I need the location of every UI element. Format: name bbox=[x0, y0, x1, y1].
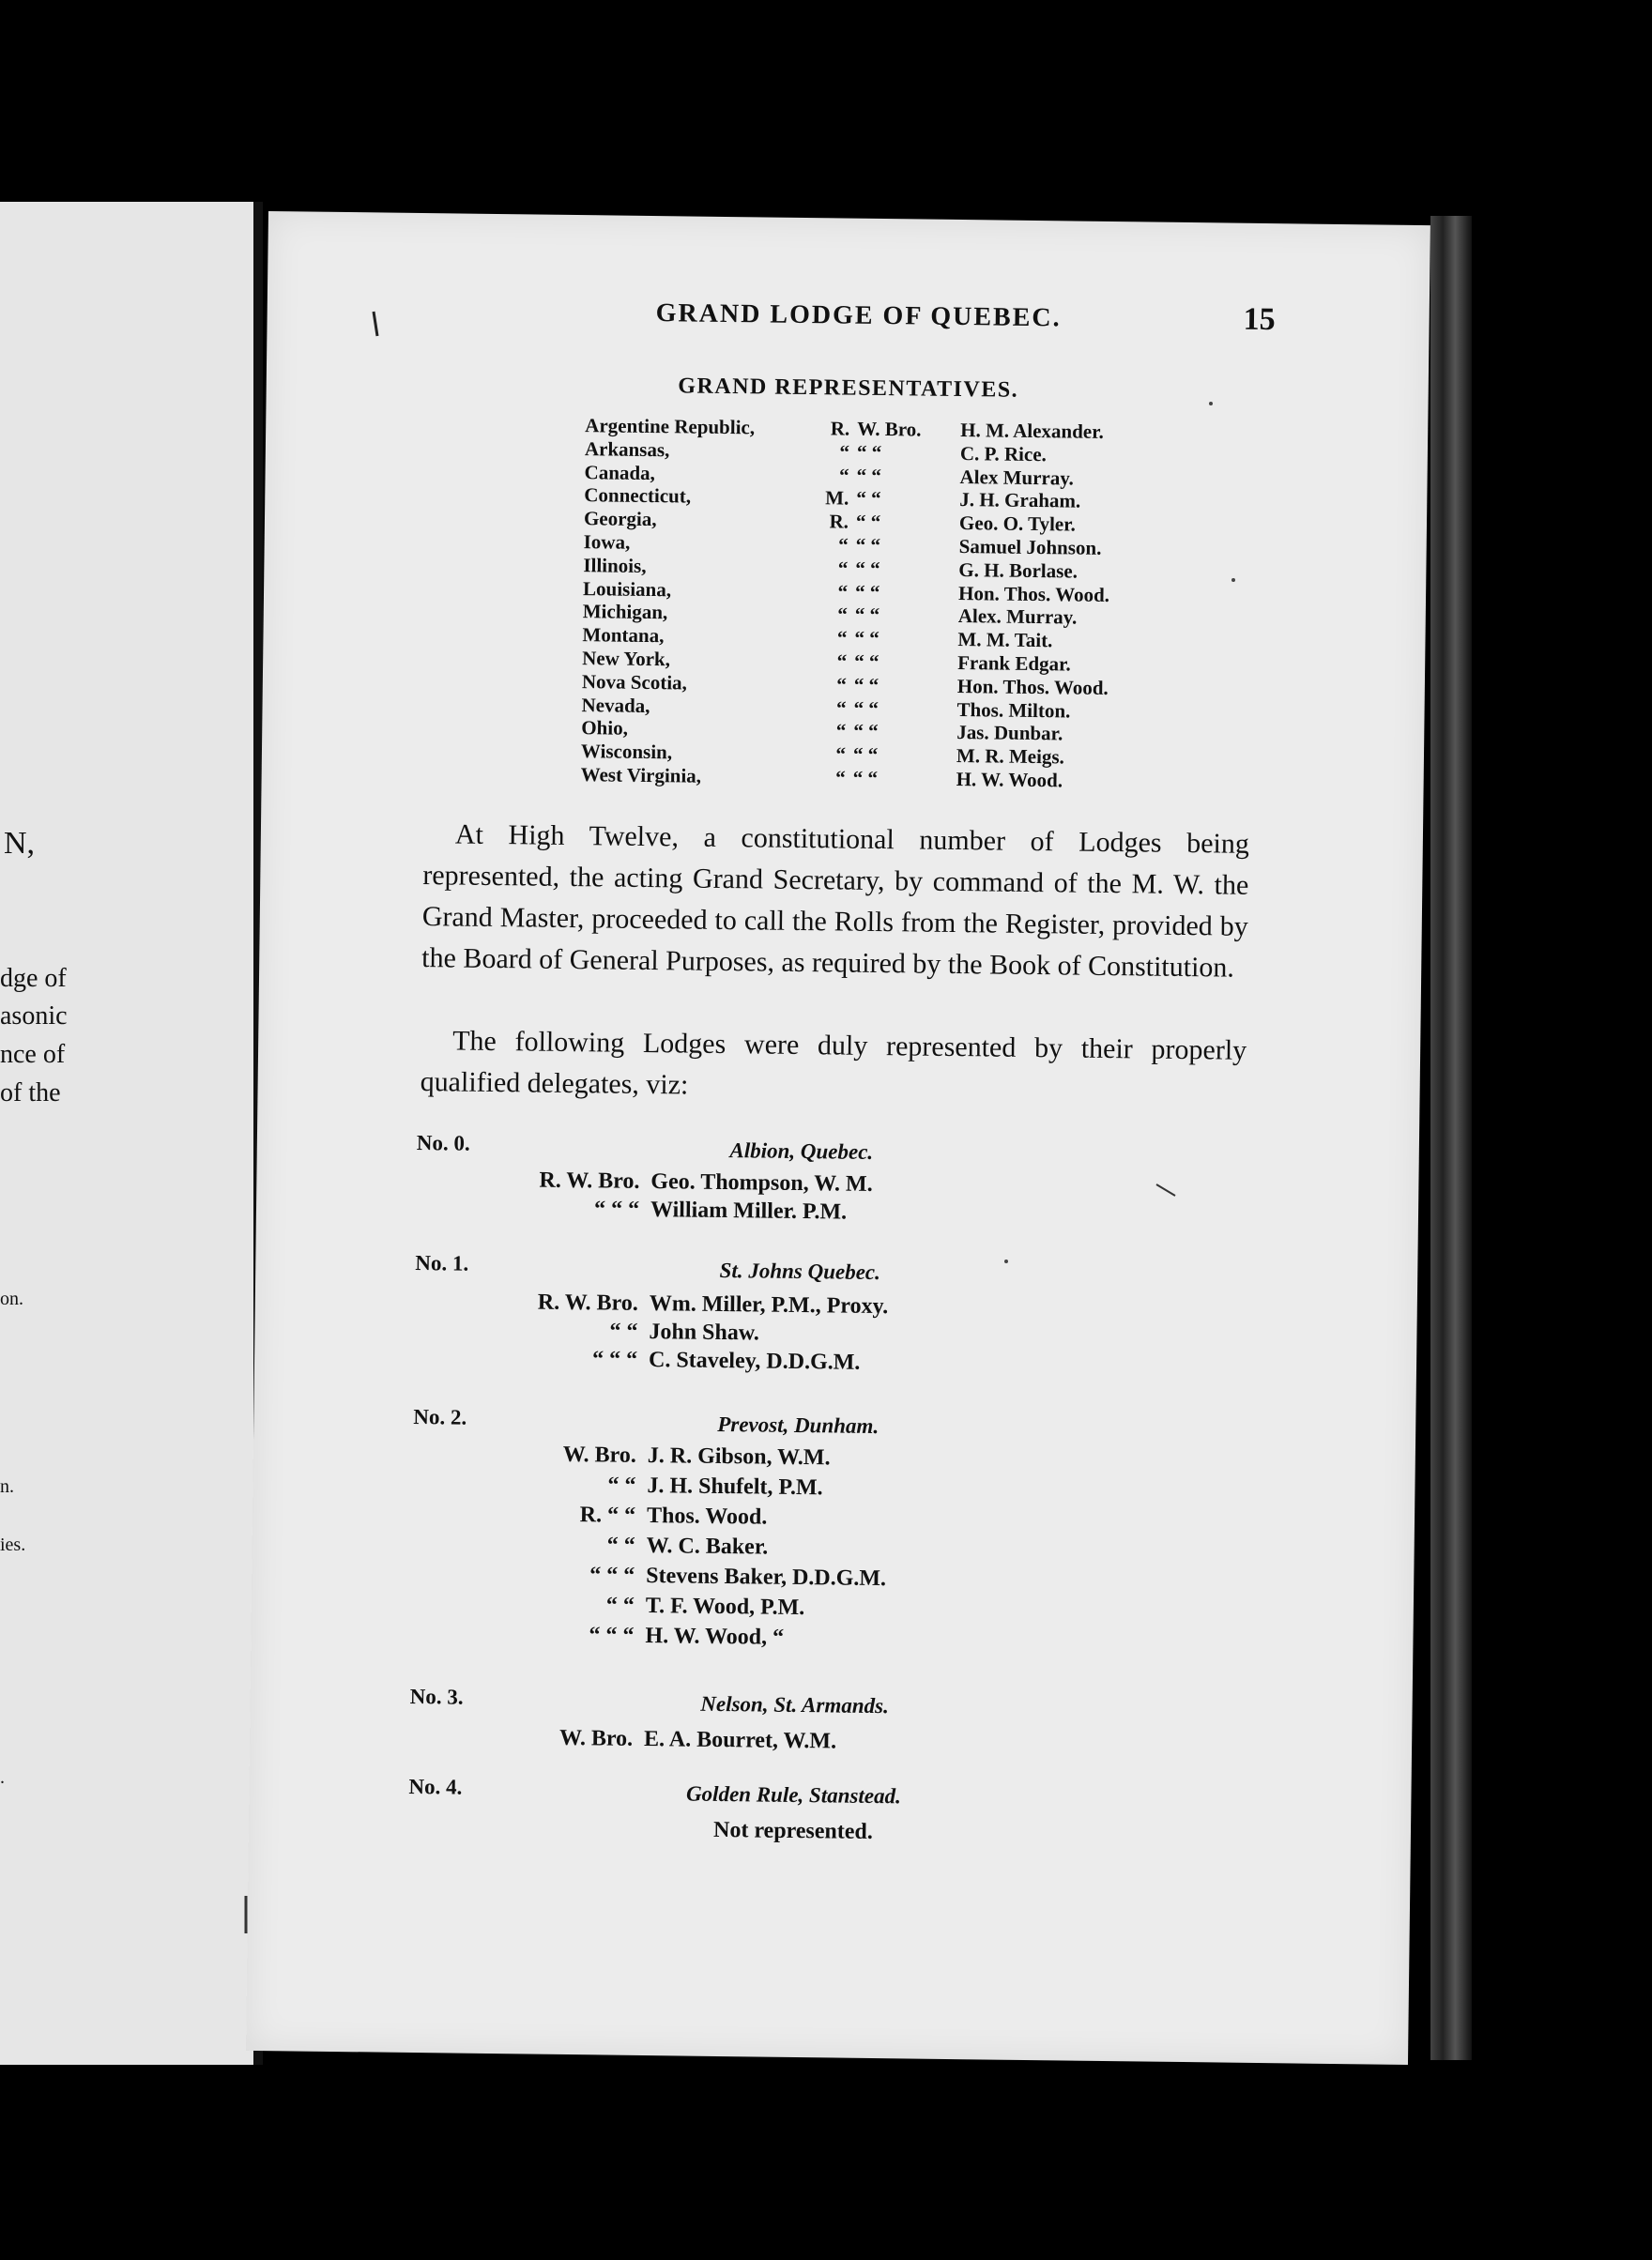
representative-rank: “ bbox=[836, 673, 848, 696]
representative-state: Nova Scotia, bbox=[581, 669, 688, 695]
section-heading: GRAND REPRESENTATIVES. bbox=[678, 374, 1019, 403]
representative-bro: “ “ bbox=[853, 673, 880, 696]
representative-name: Thos. Milton. bbox=[956, 697, 1071, 723]
member-name: Thos. Wood. bbox=[646, 1504, 768, 1530]
representative-state: Georgia, bbox=[583, 507, 657, 531]
left-fragment: of the bbox=[0, 1078, 61, 1107]
member-prefix: “ “ “ bbox=[589, 1563, 635, 1588]
representative-bro: “ “ bbox=[856, 464, 882, 487]
member-prefix: R. “ “ bbox=[579, 1503, 636, 1528]
representative-state: Connecticut, bbox=[584, 483, 692, 508]
paragraph-lodges-intro bbox=[420, 1020, 1247, 1113]
representative-bro: “ “ bbox=[854, 649, 880, 673]
representative-bro: “ “ bbox=[853, 696, 879, 720]
representative-bro: “ “ bbox=[855, 510, 881, 534]
lodge-number: No. 1. bbox=[415, 1250, 469, 1275]
representative-name: Jas. Dunbar. bbox=[956, 721, 1063, 745]
paragraph-text: The following Lodges were duly represented by their properly qualified delegates, viz: bbox=[420, 1025, 1247, 1101]
representative-state: Canada, bbox=[584, 460, 656, 484]
representative-rank: “ bbox=[835, 719, 847, 742]
left-fragment: N, bbox=[4, 826, 36, 861]
member-prefix: W. Bro. bbox=[558, 1725, 634, 1751]
lodge-member bbox=[518, 1290, 889, 1320]
representative-rank: “ bbox=[835, 695, 847, 720]
lodge-number: No. 3. bbox=[409, 1684, 464, 1709]
representatives-table bbox=[581, 414, 1149, 793]
lodge-member bbox=[515, 1502, 768, 1530]
representative-rank: “ bbox=[836, 649, 848, 673]
representative-rank: “ bbox=[838, 464, 849, 487]
lodge-member bbox=[514, 1532, 768, 1560]
lodge-member bbox=[514, 1592, 805, 1621]
representative-rank: M. bbox=[825, 486, 849, 510]
member-prefix: “ “ “ bbox=[589, 1623, 635, 1648]
lodge-member bbox=[512, 1725, 836, 1754]
member-prefix: R. W. Bro. bbox=[537, 1290, 638, 1316]
paragraph-roll-call bbox=[421, 814, 1249, 989]
left-fragment: n. bbox=[0, 1476, 14, 1497]
representative-name: Alex Murray. bbox=[959, 465, 1075, 490]
lodge-member bbox=[517, 1346, 861, 1375]
representative-state: Nevada, bbox=[581, 693, 650, 717]
member-prefix: “ “ bbox=[609, 1319, 638, 1344]
representative-state: Montana, bbox=[582, 623, 665, 648]
representative-state: Argentine Republic, bbox=[585, 414, 756, 439]
lodge-member bbox=[517, 1318, 759, 1346]
representative-rank: “ bbox=[837, 557, 849, 580]
representative-rank: R. bbox=[830, 417, 850, 440]
representative-bro: “ “ bbox=[852, 766, 879, 789]
lodge-name: Nelson, St. Armands. bbox=[700, 1691, 889, 1718]
member-name: H. W. Wood, “ bbox=[645, 1624, 785, 1650]
representative-name: Samuel Johnson. bbox=[958, 534, 1102, 559]
member-name: Wm. Miller, P.M., Proxy. bbox=[649, 1291, 889, 1320]
member-name: W. C. Baker. bbox=[646, 1534, 769, 1560]
representative-rank: R. bbox=[829, 510, 849, 533]
representative-bro: “ “ bbox=[854, 626, 880, 650]
representative-name: M. R. Meigs. bbox=[956, 744, 1064, 769]
representative-state: Arkansas, bbox=[584, 436, 670, 462]
representative-bro: W. Bro. bbox=[857, 417, 922, 441]
page-edge bbox=[1430, 216, 1472, 2060]
representative-rank: “ bbox=[836, 626, 848, 649]
lodge-name: Prevost, Dunham. bbox=[717, 1412, 880, 1439]
lodge-member bbox=[519, 1168, 873, 1198]
member-prefix: “ “ “ bbox=[593, 1197, 640, 1222]
lodge-member bbox=[513, 1622, 784, 1651]
representative-state: Louisiana, bbox=[582, 576, 672, 601]
left-facing-page bbox=[0, 202, 263, 2065]
representative-bro: “ “ bbox=[854, 603, 880, 627]
representative-rank: “ bbox=[837, 603, 848, 626]
lodge-number: No. 0. bbox=[416, 1131, 470, 1155]
member-name: William Miller. P.M. bbox=[650, 1198, 848, 1225]
left-fragment: dge of bbox=[0, 964, 67, 993]
lodge-name: Golden Rule, Stanstead. bbox=[685, 1781, 901, 1809]
member-name: Stevens Baker, D.D.G.M. bbox=[646, 1564, 887, 1592]
representative-state: Iowa, bbox=[583, 530, 631, 554]
paragraph-text: At High Twelve, a constitutional number of Lodges being represented, the acting Grand Secretary, by command of the M. W. the Grand Master, proceeded to call the Rolls from the Register, provided by the Board of General Purposes, as required by the Book of Constitution. bbox=[421, 818, 1250, 984]
member-name: J. H. Shufelt, P.M. bbox=[647, 1474, 823, 1501]
representative-rank: “ bbox=[835, 766, 846, 789]
representative-state: Illinois, bbox=[583, 553, 647, 577]
member-prefix: “ “ bbox=[605, 1593, 635, 1618]
lodge-name: St. Johns Quebec. bbox=[719, 1258, 881, 1285]
representative-name: H. M. Alexander. bbox=[960, 419, 1104, 443]
representative-bro: “ “ bbox=[855, 557, 880, 580]
running-header: GRAND LODGE OF QUEBEC. bbox=[655, 298, 1062, 333]
left-fragment: asonic bbox=[0, 1001, 68, 1031]
representative-rank: “ bbox=[835, 742, 847, 766]
lodge-member bbox=[519, 1196, 847, 1225]
representative-name: Geo. O. Tyler. bbox=[958, 512, 1076, 536]
representative-name: Frank Edgar. bbox=[957, 650, 1071, 676]
lodge-number: No. 4. bbox=[408, 1774, 463, 1799]
representative-name: J. H. Graham. bbox=[959, 488, 1081, 512]
representative-name: Hon. Thos. Wood. bbox=[956, 674, 1109, 699]
representative-name: C. P. Rice. bbox=[959, 441, 1048, 466]
member-name: John Shaw. bbox=[649, 1320, 759, 1346]
representative-name: G. H. Borlase. bbox=[958, 557, 1078, 583]
representative-name: Hon. Thos. Wood. bbox=[957, 581, 1110, 606]
left-fragment: ies. bbox=[0, 1535, 26, 1555]
representative-rank: “ bbox=[838, 533, 849, 557]
representative-state: Ohio, bbox=[581, 716, 629, 741]
member-prefix: “ “ bbox=[607, 1473, 636, 1498]
lodge-number: No. 2. bbox=[413, 1404, 467, 1429]
representative-state: West Virginia, bbox=[580, 763, 702, 787]
representative-bro: “ “ bbox=[853, 720, 879, 743]
member-name: T. F. Wood, P.M. bbox=[645, 1594, 805, 1621]
member-prefix: “ “ bbox=[606, 1533, 635, 1558]
member-name: E. A. Bourret, W.M. bbox=[643, 1727, 837, 1754]
book-page bbox=[246, 211, 1430, 2065]
member-name: C. Staveley, D.D.G.M. bbox=[648, 1348, 861, 1375]
lodge-name: Albion, Quebec. bbox=[729, 1138, 874, 1164]
left-fragment: nce of bbox=[0, 1040, 66, 1069]
representative-rank: “ bbox=[837, 580, 849, 603]
representative-state: New York, bbox=[582, 647, 671, 671]
page-number: 15 bbox=[1243, 301, 1276, 338]
representative-bro: “ “ bbox=[852, 742, 879, 767]
member-prefix: R. W. Bro. bbox=[539, 1168, 640, 1194]
representative-bro: “ “ bbox=[855, 533, 881, 557]
member-prefix: W. Bro. bbox=[562, 1442, 636, 1468]
representative-state: Wisconsin, bbox=[580, 740, 673, 764]
representative-bro: “ “ bbox=[856, 487, 881, 511]
representative-name: Alex. Murray. bbox=[957, 604, 1078, 629]
representative-state: Michigan, bbox=[582, 600, 668, 624]
left-fragment: on. bbox=[0, 1289, 23, 1309]
member-name: Geo. Thompson, W. M. bbox=[650, 1169, 873, 1197]
representative-rank: “ bbox=[839, 440, 850, 464]
left-fragment: . bbox=[0, 1767, 5, 1788]
lodge-member bbox=[514, 1562, 886, 1592]
member-name: J. R. Gibson, W.M. bbox=[647, 1443, 831, 1471]
representative-name: M. M. Tait. bbox=[957, 628, 1053, 652]
lodge-member bbox=[516, 1442, 831, 1471]
representative-name: H. W. Wood. bbox=[956, 767, 1063, 792]
member-prefix: “ “ “ bbox=[591, 1347, 638, 1372]
representative-bro: “ “ bbox=[856, 440, 882, 464]
lodge-status: Not represented. bbox=[712, 1817, 873, 1844]
representative-bro: “ “ bbox=[854, 580, 880, 603]
lodge-member bbox=[515, 1472, 822, 1501]
